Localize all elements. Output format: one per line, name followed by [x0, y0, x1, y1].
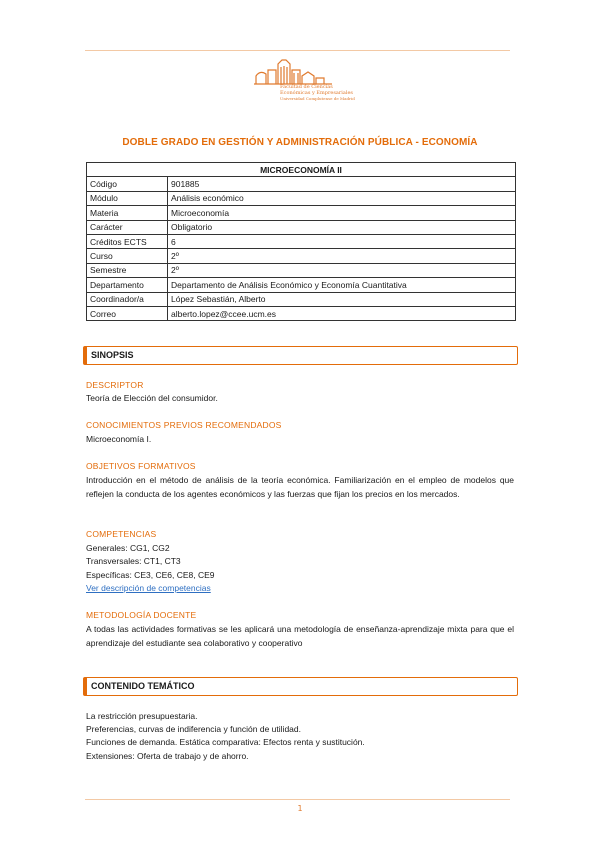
sinopsis-section-header: [83, 346, 518, 365]
field-value: Obligatorio: [168, 220, 516, 234]
field-value: López Sebastián, Alberto: [168, 292, 516, 306]
field-value: 2º: [168, 263, 516, 277]
conocimientos-label: CONOCIMIENTOS PREVIOS RECOMENDADOS: [86, 420, 282, 430]
table-row: [87, 263, 516, 277]
conocimientos-text: Microeconomía I.: [86, 434, 152, 444]
course-name: MICROECONOMÍA II: [87, 163, 516, 177]
competencias-generales: Generales: CG1, CG2: [86, 543, 170, 553]
field-label: Curso: [87, 249, 168, 263]
competencias-especificas: Específicas: CE3, CE6, CE8, CE9: [86, 570, 215, 580]
field-value: 901885: [168, 177, 516, 191]
objetivos-text: Introducción en el método de análisis de la teoría económica. Familiarización en el empleo de modelos que reflejen la conducta de los agentes económicos y las fuerzas que fijan los precios en los mercados.: [86, 475, 514, 499]
field-value: Departamento de Análisis Económico y Economía Cuantitativa: [168, 278, 516, 292]
field-value: 6: [168, 234, 516, 248]
field-label: Correo: [87, 306, 168, 320]
page-number: 1: [297, 804, 303, 813]
field-value: 2º: [168, 249, 516, 263]
objetivos-label: OBJETIVOS FORMATIVOS: [86, 461, 196, 471]
logo-line-2: Económicas y Empresariales: [280, 90, 353, 96]
field-label: Coordinador/a: [87, 292, 168, 306]
metodologia-label: METODOLOGÍA DOCENTE: [86, 610, 197, 620]
metodologia-text: A todas las actividades formativas se les aplicará una metodología de enseñanza-aprendizaje mixta para que el aprendizaje del estudiante sea colaborativo y cooperativo: [86, 624, 514, 648]
faculty-logo: [252, 58, 355, 106]
table-row: [87, 191, 516, 205]
logo-line-3: Universidad Complutense de Madrid: [280, 96, 355, 101]
section-title: CONTENIDO TEMÁTICO: [91, 681, 195, 691]
logo-line-1: Facultad de Ciencias: [280, 84, 333, 90]
field-label: Departamento: [87, 278, 168, 292]
table-row: [87, 306, 516, 320]
list-item: Funciones de demanda. Estática comparativa: Efectos renta y sustitución.: [86, 737, 365, 747]
competencias-link[interactable]: Ver descripción de competencias: [86, 583, 211, 593]
email-value[interactable]: alberto.lopez@ccee.ucm.es: [168, 306, 516, 320]
table-row: [87, 206, 516, 220]
table-row: [87, 278, 516, 292]
course-info-table: [86, 162, 516, 321]
descriptor-text: Teoría de Elección del consumidor.: [86, 393, 218, 403]
field-label: Módulo: [87, 191, 168, 205]
footer-rule: [85, 799, 510, 800]
document-title: DOBLE GRADO EN GESTIÓN Y ADMINISTRACIÓN PÚBLICA - ECONOMÍA: [122, 137, 478, 148]
section-title: SINOPSIS: [91, 350, 134, 360]
table-row: [87, 292, 516, 306]
field-label: Carácter: [87, 220, 168, 234]
field-label: Créditos ECTS: [87, 234, 168, 248]
descriptor-label: DESCRIPTOR: [86, 380, 144, 390]
list-item: La restricción presupuestaria.: [86, 711, 198, 721]
header-rule: [85, 50, 510, 51]
competencias-transversales: Transversales: CT1, CT3: [86, 556, 181, 566]
field-label: Código: [87, 177, 168, 191]
table-row: [87, 234, 516, 248]
list-item: Preferencias, curvas de indiferencia y función de utilidad.: [86, 724, 301, 734]
list-item: Extensiones: Oferta de trabajo y de ahorro.: [86, 751, 249, 761]
table-header-row: [87, 163, 516, 177]
field-label: Semestre: [87, 263, 168, 277]
table-row: [87, 249, 516, 263]
contenido-section-header: [83, 677, 518, 696]
table-row: [87, 220, 516, 234]
table-row: [87, 177, 516, 191]
field-value: Análisis económico: [168, 191, 516, 205]
logo-caption: [280, 84, 355, 102]
competencias-label: COMPETENCIAS: [86, 529, 157, 539]
field-value: Microeconomía: [168, 206, 516, 220]
field-label: Materia: [87, 206, 168, 220]
